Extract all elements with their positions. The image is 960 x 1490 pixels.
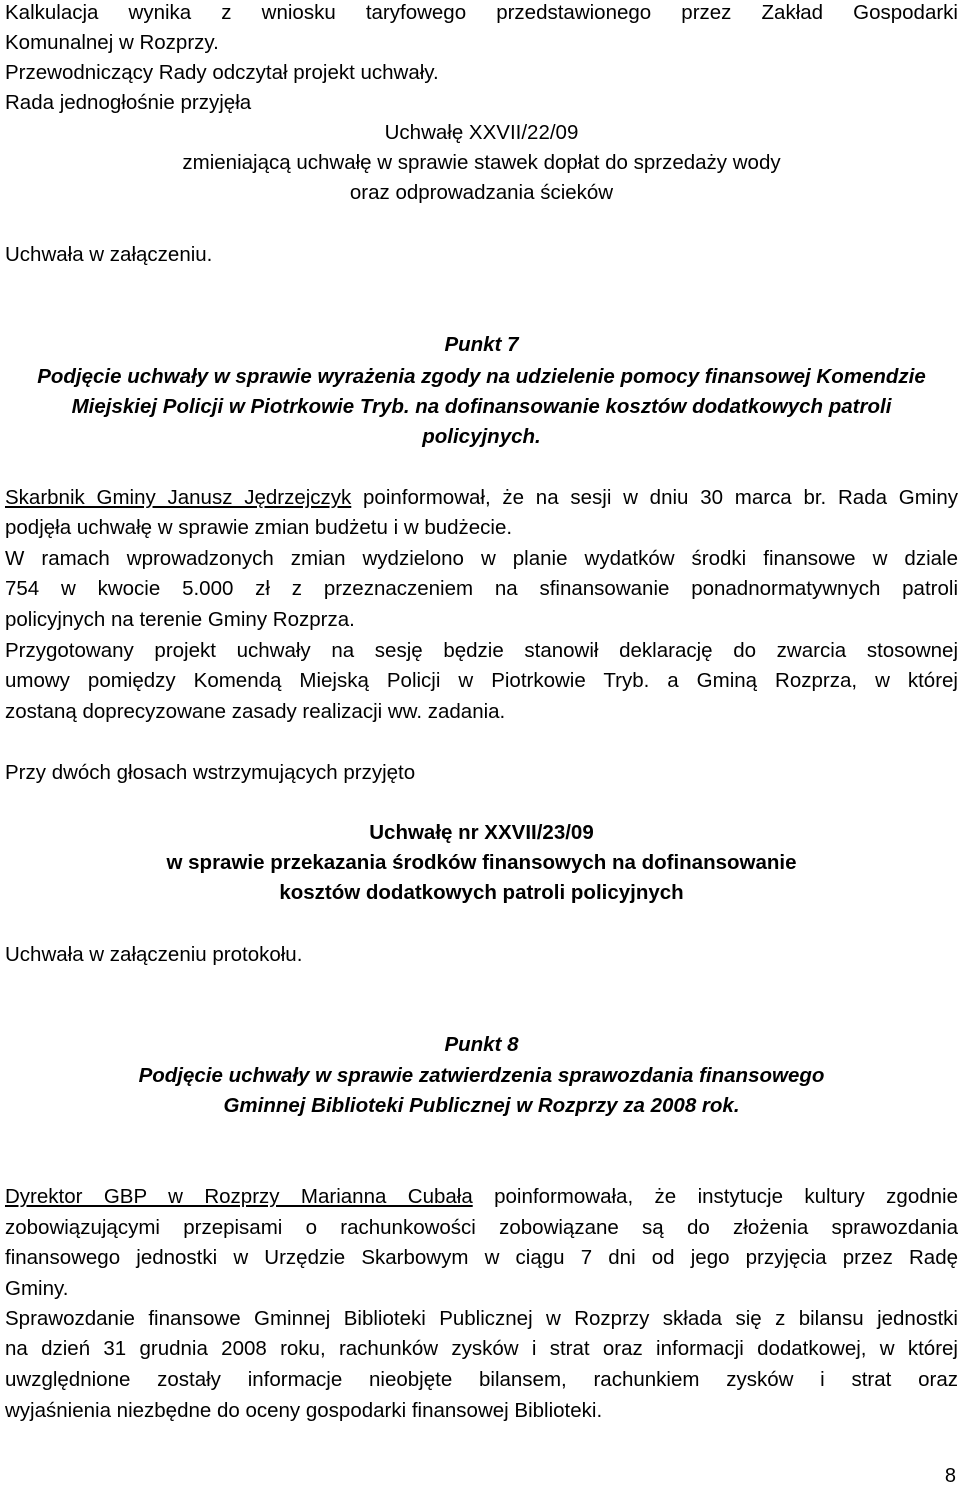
paragraph-line: wyjaśnienia niezbędne do oceny gospodarki finansowej Biblioteki. <box>5 1399 603 1422</box>
paragraph-line: Kalkulacja wynika z wniosku taryfowego przedstawionego przez Zakład Gospodarki <box>5 1 958 24</box>
paragraph-line: Rada jednogłośnie przyjęła <box>5 91 252 114</box>
section-title: Podjęcie uchwały w sprawie zatwierdzenia sprawozdania finansowego <box>138 1064 825 1087</box>
paragraph-line: 754 w kwocie 5.000 zł z przeznaczeniem na sfinansowanie ponadnormatywnych patroli <box>5 577 958 600</box>
paragraph-line: finansowego jednostki w Urzędzie Skarbowym w ciągu 7 dni od jego przyjęcia przez Radę <box>5 1246 958 1269</box>
paragraph-line <box>5 1182 958 1212</box>
paragraph-line: policyjnych na terenie Gminy Rozprza. <box>5 608 355 631</box>
paragraph-line: uwzględnione zostały informacje nieobjęte bilansem, rachunkiem zysków i strat oraz <box>5 1368 958 1391</box>
paragraph-line: zobowiązującymi przepisami o rachunkowości zobowiązane są do złożenia sprawozdania <box>5 1216 958 1239</box>
paragraph-line <box>5 483 958 513</box>
attachment-note: Uchwała w załączeniu. <box>5 243 213 266</box>
resolution-title: Uchwałę nr XXVII/23/09 <box>369 821 594 844</box>
paragraph-line: Przewodniczący Rady odczytał projekt uchwały. <box>5 61 439 84</box>
paragraph-line: W ramach wprowadzonych zmian wydzielono w planie wydatków środki finansowe w dziale <box>5 547 958 570</box>
section-title: Gminnej Biblioteki Publicznej w Rozprzy za 2008 rok. <box>223 1094 740 1117</box>
section-title: Miejskiej Policji w Piotrkowie Tryb. na dofinansowanie kosztów dodatkowych patroli <box>71 395 892 418</box>
paragraph-line: na dzień 31 grudnia 2008 roku, rachunków zysków i strat oraz informacji dodatkowej, w której <box>5 1337 958 1360</box>
paragraph-line: Komunalnej w Rozprzy. <box>5 31 219 54</box>
resolution-subtitle: oraz odprowadzania ścieków <box>349 181 614 204</box>
section-heading: Punkt 8 <box>444 1033 519 1056</box>
paragraph-line: Przygotowany projekt uchwały na sesję będzie stanowił deklarację do zwarcia stosownej <box>5 639 958 662</box>
speaker-name: Dyrektor GBP w Rozprzy Marianna Cubała <box>5 1185 473 1208</box>
paragraph-text: poinformował, że na sesji w dniu 30 marca br. Rada Gminy <box>351 486 958 509</box>
speaker-name: Skarbnik Gminy Janusz Jędrzejczyk <box>5 486 352 509</box>
resolution-subtitle: w sprawie przekazania środków finansowych na dofinansowanie <box>166 851 797 874</box>
paragraph-line: podjęła uchwałę w sprawie zmian budżetu i w budżecie. <box>5 516 513 539</box>
resolution-subtitle: kosztów dodatkowych patroli policyjnych <box>279 881 684 904</box>
section-heading: Punkt 7 <box>444 333 519 356</box>
section-title: Podjęcie uchwały w sprawie wyrażenia zgody na udzielenie pomocy finansowej Komendzie <box>37 365 926 388</box>
paragraph-line: zostaną doprecyzowane zasady realizacji ww. zadania. <box>5 700 506 723</box>
page-number: 8 <box>944 1465 956 1487</box>
paragraph-line: Gminy. <box>5 1277 69 1300</box>
section-title: policyjnych. <box>422 425 541 448</box>
paragraph-text: poinformowała, że instytucje kultury zgodnie <box>472 1185 958 1208</box>
resolution-subtitle: zmieniającą uchwałę w sprawie stawek dopłat do sprzedaży wody <box>182 151 781 174</box>
resolution-title: Uchwałę XXVII/22/09 <box>384 121 579 144</box>
paragraph-line: Sprawozdanie finansowe Gminnej Biblioteki Publicznej w Rozprzy składa się z bilansu jednostki <box>5 1307 958 1330</box>
attachment-note: Uchwała w załączeniu protokołu. <box>5 943 303 966</box>
vote-result: Przy dwóch głosach wstrzymujących przyjęto <box>5 761 416 784</box>
paragraph-line: umowy pomiędzy Komendą Miejską Policji w Piotrkowie Tryb. a Gminą Rozprza, w której <box>5 669 958 692</box>
